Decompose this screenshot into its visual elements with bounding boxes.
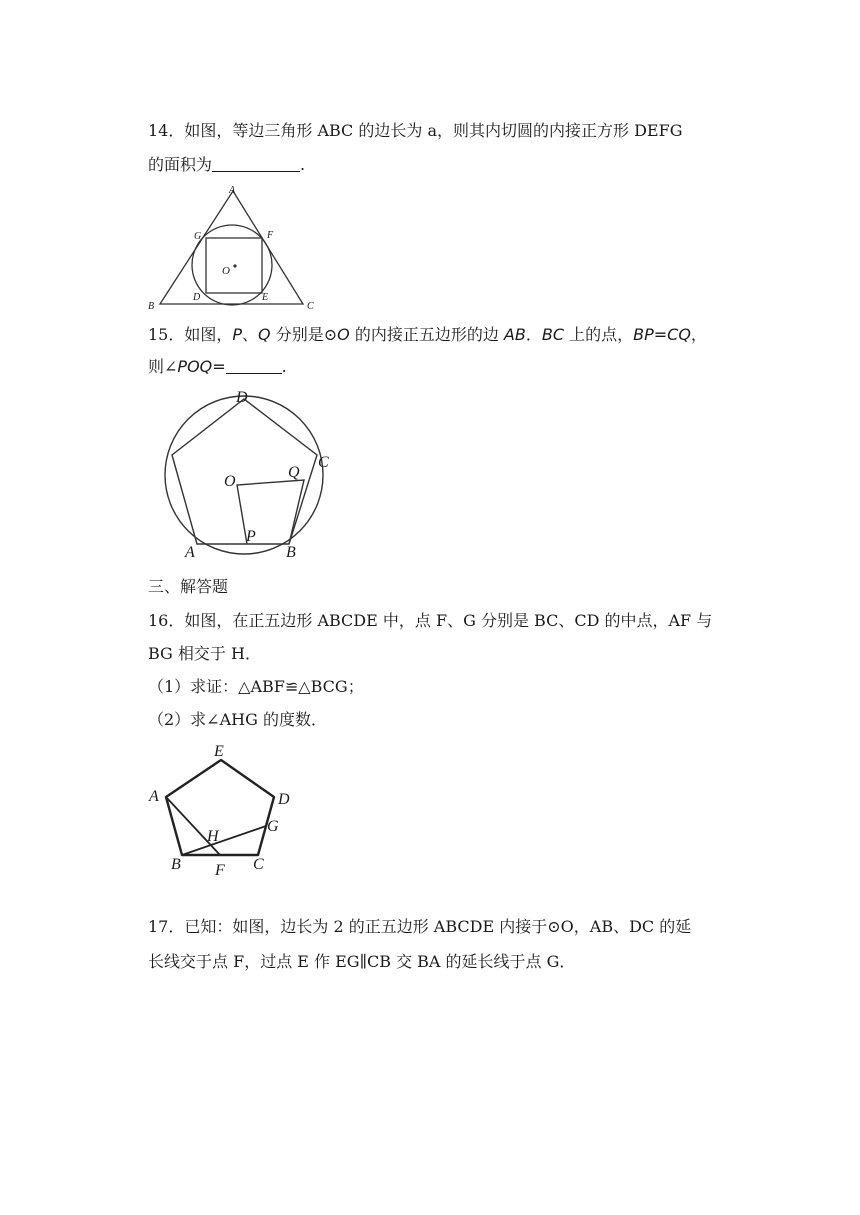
label-A: A (185, 544, 195, 561)
label-H: H (207, 828, 219, 845)
label-B: B (286, 544, 296, 561)
q14-line2 (148, 154, 305, 176)
q16-line2: BG 相交于 H． (148, 644, 261, 663)
label-F: F (215, 862, 225, 879)
q15-answer-blank[interactable] (226, 357, 282, 374)
triangle-abc (160, 191, 303, 304)
label-B: B (148, 301, 155, 312)
label-O: O (222, 265, 230, 277)
q15-text-c: 的内接正五边形的边 (349, 325, 504, 344)
label-C: C (253, 856, 264, 873)
q15-line1 (148, 324, 707, 346)
q15-figure (160, 385, 340, 565)
label-A: A (229, 185, 236, 196)
q15-angle: POQ= (177, 357, 226, 376)
q15-condition: BP=CQ (633, 325, 691, 344)
q15-BC: BC (541, 325, 565, 344)
q16-part2: （2）求∠AHG 的度数． (148, 710, 327, 729)
label-A: A (149, 788, 159, 805)
label-F: F (267, 230, 274, 241)
q15-line2-suffix: . (281, 357, 287, 376)
q15-sep: 、 (242, 325, 259, 344)
segment-bg (182, 826, 266, 855)
label-C: C (318, 454, 329, 471)
label-Q: Q (288, 464, 300, 481)
q14-line2-prefix: 的面积为 (148, 155, 213, 174)
label-O: O (224, 473, 236, 490)
q16-figure (143, 738, 303, 883)
q15-O: O (337, 325, 350, 344)
pentagon-abcde (166, 760, 274, 855)
center-point (233, 264, 236, 267)
q15-line2-prefix: 则∠ (148, 357, 178, 376)
label-C: C (307, 301, 314, 312)
q17-line2: 长线交于点 F，过点 E 作 EG∥CB 交 BA 的延长线于点 G． (148, 952, 576, 971)
label-D: D (236, 389, 248, 406)
q14-line2-suffix: . (300, 155, 306, 174)
label-D: D (193, 292, 201, 303)
q15-text-d: 上的点， (564, 325, 634, 344)
q15-text-b: 分别是⊙ (270, 325, 338, 344)
q15-text-a: 15．如图， (148, 325, 233, 344)
label-G: G (194, 231, 202, 242)
q15-Q: Q (258, 325, 271, 344)
label-E: E (262, 292, 269, 303)
q15-P: P (232, 325, 243, 344)
q14-answer-blank[interactable] (212, 155, 300, 172)
q15-AB: AB (503, 325, 526, 344)
q15-line2 (148, 356, 287, 378)
section-heading: 三、解答题 (148, 577, 229, 596)
label-P: P (246, 528, 256, 545)
label-D: D (278, 791, 290, 808)
q14-line1: 14．如图，等边三角形 ABC 的边长为 a，则其内切圆的内接正方形 DEFG (148, 121, 683, 140)
q15-comma: ， (690, 325, 707, 344)
label-B: B (171, 856, 181, 873)
label-G: G (267, 818, 279, 835)
q17-line1: 17．已知：如图，边长为 2 的正五边形 ABCDE 内接于⊙O，AB、DC 的延 (148, 917, 692, 936)
label-E: E (214, 743, 224, 760)
q14-figure (140, 182, 330, 317)
q16-part1: （1）求证：△ABF≌△BCG； (148, 677, 364, 696)
q15-dot: ． (525, 325, 542, 344)
q16-line1: 16．如图，在正五边形 ABCDE 中，点 F、G 分别是 BC、CD 的中点，AF 与 (148, 611, 713, 630)
